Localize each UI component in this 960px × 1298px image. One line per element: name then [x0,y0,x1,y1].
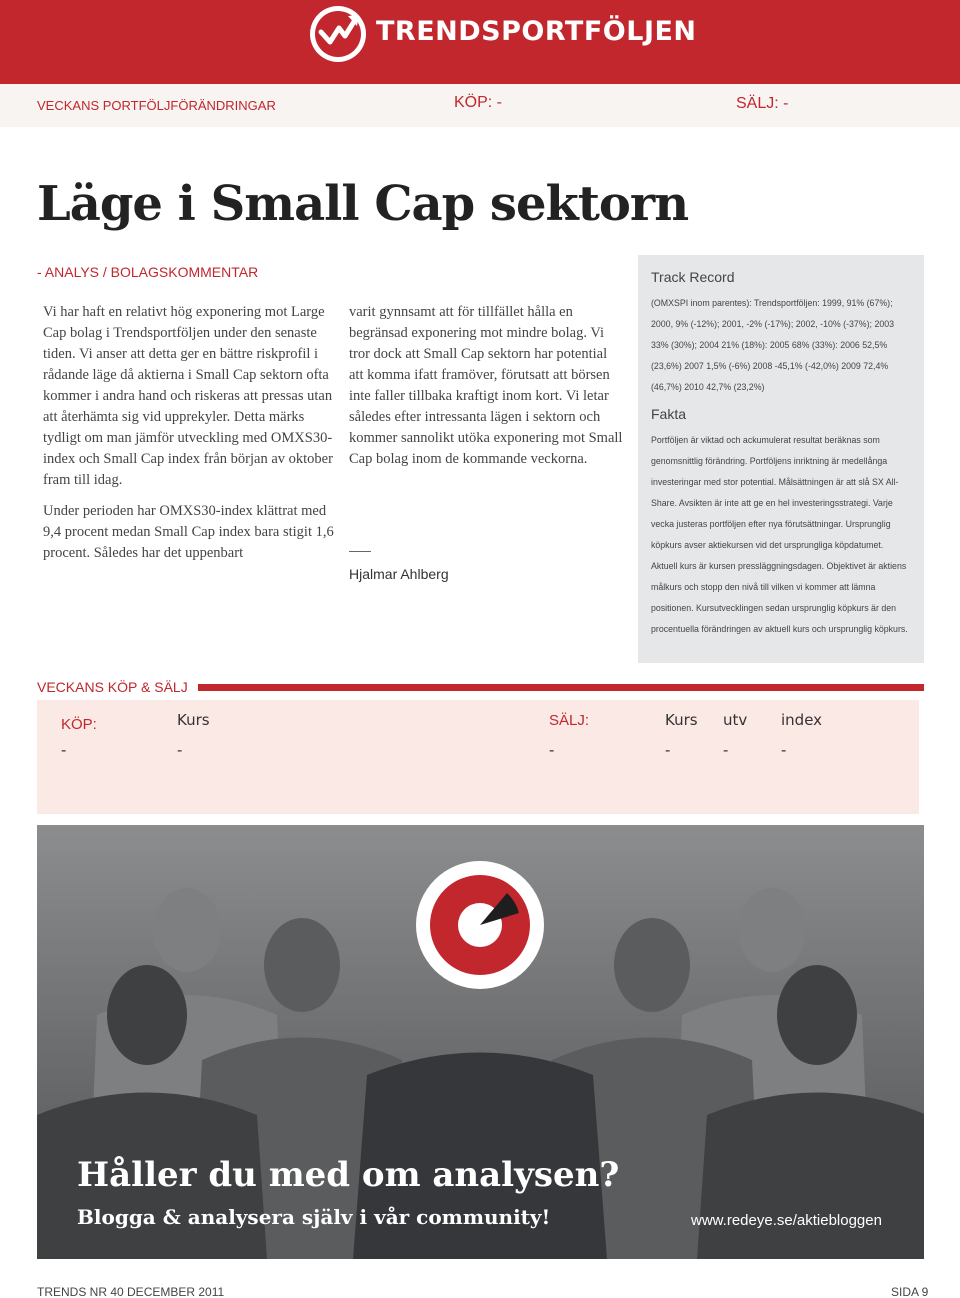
brand-name: TRENDSPORTFÖLJEN [376,16,697,47]
portfolio-changes-buy: KÖP: - [454,94,503,111]
portfolio-changes-sell: SÄLJ: - [736,95,789,112]
buy-column-kurs: Kurs [177,711,210,729]
community-promo-banner [37,825,924,1259]
sell-column-utv: utv [723,711,748,729]
facts-title: Fakta [651,406,687,422]
facts-text: Portföljen är viktad och ackumulerat resultat beräknas som genomsnittlig förändring. Portföljens inriktning är medellånga investeringar med stor potential. Målsättningen är att slå SX All-Share. Avsikten är inte att ge en hel investeringsstrategi. Varje vecka justeras portföljen efter nya förutsättningar. Ursprunglig köpkurs avser aktiekursen vid det ursprungliga köpdatumet. Aktuell kurs är kursen pressläggningsdagen. Objektivet är aktiens målkurs och stopp den nivå till vilken vi kommer att lämna positionen. Kursutvecklingen sedan ursprunglig köpkurs är den procentuella förändringen av aktuell kurs och ursprunglig köpkurs. [651,435,908,634]
masthead [0,0,960,84]
weekly-trades-rule [198,684,924,691]
sell-value: - [781,742,787,759]
sell-column-index: index [781,711,823,729]
promo-link[interactable]: www.redeye.se/aktiebloggen [691,1212,882,1229]
article-paragraph: Under perioden har OMXS30-index klättrat med 9,4 procent medan Small Cap index bara stigit 1,6 procent. Således har det uppenbart [43,503,334,561]
sell-value: - [665,742,671,759]
sell-column-kurs: Kurs [665,711,698,729]
trend-arrow-logo-icon [308,4,368,64]
author-name: Hjalmar Ahlberg [349,566,449,582]
sell-value: - [549,742,555,759]
article-column-1 [43,302,338,574]
weekly-trades-table [37,700,919,814]
section-label: - ANALYS / BOLAGSKOMMENTAR [37,264,259,280]
track-record-text: (OMXSPI inom parentes): Trendsportföljen: 1999, 91% (67%); 2000, 9% (-12%); 2001, -2% (-17%); 2002, -10% (-37%); 2003 33% (30%); 2004 21% (18%): 2005 68% (33%): 2006 52,5% (23,6%) 2007 1,5% (-6%) 2008 -45,1% (-42,0%) 2009 72,4% (46,7%) 2010 42,7% (23,2%) [651,298,895,392]
sell-value: - [723,742,729,759]
article-paragraph: varit gynnsamt att för tillfället hålla en begränsad exponering mot mindre bolag. Vi tror dock att Small Cap sektorn har potential att komma ifatt framöver, förutsatt att börsen inte faller tillbaka kraftigt inom kort. Vi letar således efter intressanta lägen i sektorn och kommer sannolikt utöka exponering mot Small Cap bolag inom de kommande veckorna. [349,304,623,467]
portfolio-changes-title: VECKANS PORTFÖLJFÖRÄNDRINGAR [37,98,276,113]
portfolio-changes-bar [0,84,960,127]
buy-label: KÖP: [61,716,97,733]
buy-value: - [177,742,183,759]
page-number: SIDA 9 [891,1285,929,1298]
weekly-trades-title: VECKANS KÖP & SÄLJ [37,679,188,695]
buy-value: - [61,742,67,759]
article-column-2 [349,302,624,480]
article-paragraph: Vi har haft en relativt hög exponering mot Large Cap bolag i Trendsportföljen under den senaste tiden. Vi anser att detta ger en bättre riskprofil i rådande läge då aktierna i Small Cap sektorn ofta kommer i andra hand och riskeras att pressas utan att återhämta sig vid upprekyler. Detta märks tydligt om man jämför utveckling med OMXS30-index och Small Cap index från början av oktober fram till idag. [43,304,333,488]
issue-footer: TRENDS NR 40 DECEMBER 2011 [37,1285,225,1298]
sell-label: SÄLJ: [549,712,590,729]
info-sidebar [638,255,924,663]
signature-divider [349,551,371,552]
track-record-title: Track Record [651,269,735,285]
article-headline: Läge i Small Cap sektorn [37,176,689,232]
promo-title: Håller du med om analysen? [77,1155,620,1195]
promo-subtitle: Blogga & analysera själv i vår community! [77,1205,551,1229]
